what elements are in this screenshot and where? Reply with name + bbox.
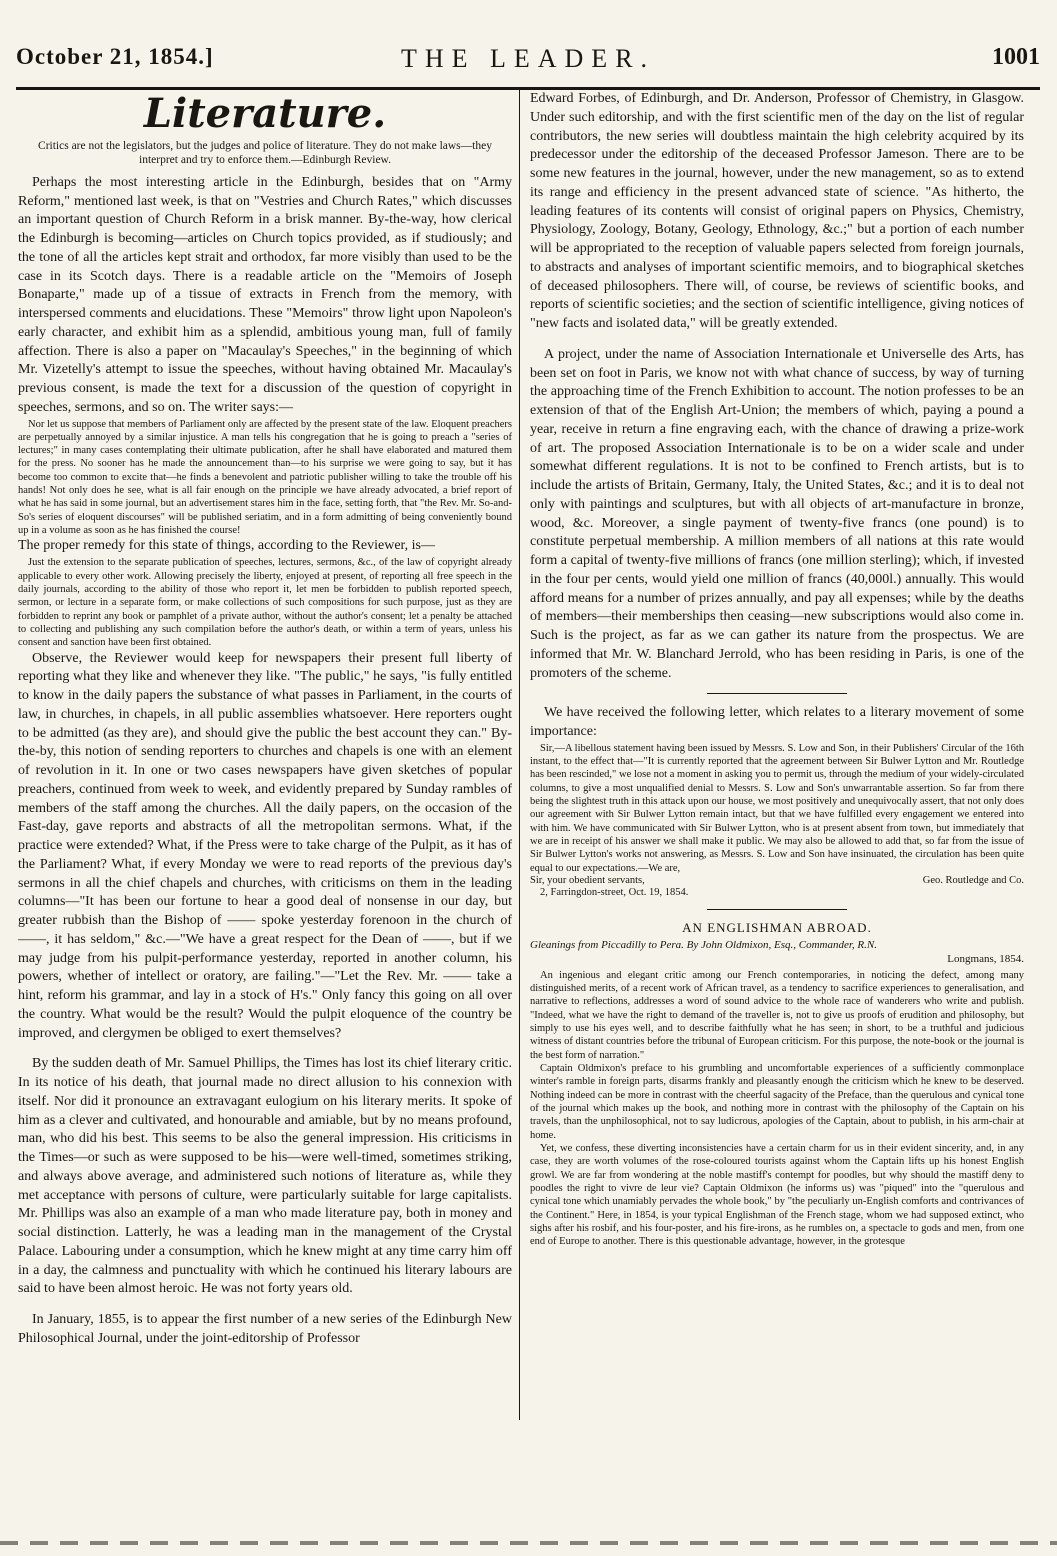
- paragraph: Yet, we confess, these diverting inconsistencies have a certain charm for us in their evident sincerity, and, in any case, they are worth volumes of the rose-coloured tourists against whom the Captain lifts up his honest English growl. We are far from wondering at the noble mastiff's contempt for poodles, but why should the mastiff deny to poodles the right to vivre de leur vie? Captain Oldmixon (he informs us) was "piqued" into the "querulous and cynical tone which unamiably pervades the whole book," by "the peculiarly un-English comforts and contrivances of the Continent." Here, in 1854, is your typical Englishman of the French stage, whom we had supposed extinct, who sighs after his rosbif, and his four-poster, and his fire-irons, as he rumbles on, a spectacle to gods and men, from one end of Europe to another. There is this questionable advantage, however, in the grotesque: [530, 1142, 1024, 1248]
- epigraph: Critics are not the legislators, but the judges and police of literature. They do not make laws—they interpret and try to enforce them.—Edinburgh Review.: [38, 140, 492, 167]
- left-column: [18, 88, 512, 1428]
- paragraph: The proper remedy for this state of things, according to the Reviewer, is—: [18, 538, 435, 554]
- publisher-line: Longmans, 1854.: [947, 952, 1024, 965]
- letter-address: 2, Farringdon-street, Oct. 19, 1854.: [540, 887, 689, 899]
- page-edge: [0, 1541, 1057, 1545]
- paragraph: Edward Forbes, of Edinburgh, and Dr. Anderson, Professor of Chemistry, in Glasgow. Under such editorship, and with the first scientific men of the day on the list of regular contributors, the new series will doubtless maintain the high celebrity acquired by its predecessor under the editorship of the deceased Professor Jameson. There are to be some new features in the journal, however, under the new management, so as to extend its range and efficiency in the present advanced state of science. "As hitherto, the leading features of its contents will consist of original papers on Physics, Chemistry, Physiology, Zoology, Botany, Geology, Ethnology, &c.;" but a portion of each number will be appropriated to the reception of valuable papers selected from foreign journals, to abstracts and analyses of important scientific memoirs, and to biographical sketches of deceased philosophers. There will, of course, be reviews of scientific books, and reports of scientific societies; and the section of scientific intelligence, giving notices of "new facts and isolated data," will be greatly extended.: [530, 91, 1024, 331]
- page-number: 1001: [992, 44, 1040, 70]
- right-column: [530, 90, 1024, 1430]
- paragraph: In January, 1855, is to appear the first number of a new series of the Edinburgh New Philosophical Journal, under the joint-editorship of Professor: [18, 1312, 512, 1346]
- paragraph: Observe, the Reviewer would keep for newspapers their present full liberty of reporting what they like and whenever they like. "The public," he says, "is fully entitled to know in the daily papers the substance of what passes in Parliament, in the courts of law, in churches, in chapels, in all public assemblies whatsoever. Here reporters ought to be admitted (as they are), and should give the public the best account they can." By-the-by, this notion of sending reporters to churches and chapels is one with an element of revolution in it. In one or two cases newspapers have given sketches of popular preachers, continued from week to week, and evidently prepared by Sunday rambles of members of the staff among the churches. All the daily papers, on the occasion of the Fast-day, gave reports and abstracts of all the metropolitan sermons. What, if the practice were extended? What, if the Press were to take charge of the Pulpit, as it has of the Parliament? What, if every Monday we were to read reports of the previous day's sermons in all the chief chapels and churches, with criticisms on them in the leading columns—"It has been our fortune to hear a good deal of nonsense in our day, but greater rubbish than the Bishop of —— spoke yesterday forenoon in the church of ——, it has seldom," &c.—"We have a great respect for the Dean of ——, but if we may judge from his pulpit-performance yesterday, reported in another column, his powers, whether of intellect or oratory, are failing."—"Let the Rev. Mr. —— take a hint, reform his grammar, and lay in a stock of H's." Only fancy this going on all over the country. What would be the result? Would the pulpit eloquence of the country be improved, and clergymen be obliged to exert themselves?: [18, 650, 512, 1041]
- section-heading: Literature.: [143, 90, 387, 137]
- paragraph: By the sudden death of Mr. Samuel Phillips, the Times has lost its chief literary critic. In its notice of his death, that journal made no direct allusion to his connexion with itself. Nor did it pronounce an extravagant eulogium on his literary merits. It spoke of him as a clever and cultivated, and honourable and amiable, but by no means profound, man, who did his best. This seems to be also the general impression. His criticisms in the Times—or such as were supposed to be his—were well-timed, sometimes striking, and always above average, and administered such notions of literature as, while they met acceptance with persons of culture, were particularly suitable for large capitalists. Mr. Phillips was also an example of a man who made literature pay, both in money and social distinction. Latterly, he was a leading man in the management of the Crystal Palace. Labouring under a consumption, which he knew might at any time carry him off in a day, the calmness and punctuality with which he continued his literary labours are said to have been almost heroic. He was not forty years old.: [18, 1056, 512, 1297]
- paragraph: We have received the following letter, which relates to a literary movement of some importance:: [530, 705, 1024, 739]
- paragraph: Perhaps the most interesting article in the Edinburgh, besides that on "Army Reform," mentioned last week, is that on "Vestries and Church Rates," which discusses an important question of Church Reform in a brisk manner. By-the-way, how clerical the Edinburgh is becoming—articles on Church topics provided, as if studiously; and the tone of all the articles kept strait and orthodox, far more visibly than used to be the case in its Scotch days. There is a readable article on the "Memoirs of Joseph Bonaparte," made up of a tissue of extracts in French from the memory, with interspersed comments and elucidations. These "Memoirs" throw light upon Napoleon's early character, and exhibit him as a splendid, ambitious young man, full of family affection. There is also a paper on "Macaulay's Speeches," in the beginning of which Mr. Vizetelly's attempt to issue the speeches, without having obtained Mr. Macaulay's previous consent, is made the text for a discussion of the question of copyright in speeches, sermons, and so on. The writer says:—: [18, 174, 512, 415]
- paragraph: A project, under the name of Association Internationale et Universelle des Arts, has been set on foot in Paris, we know not with what chance of success, by way of turning the approaching time of the French Exhibition to account. The notion professes to be an extension of that of the English Art-Union; the members of which, paying a pound a year, receive in return a fine engraving each, with the chance of drawing a prize-work of art. The proposed Association Internationale is to be on a wider scale and under somewhat different regulations. It is not to be confined to French artists, but is to include the artists of Britain, Germany, Italy, the United States, &c.; and it is to deal not only with paintings and sculptures, but with all objects of art-manufacture in bronze, wood, &c. Moreover, a single payment of twenty-five francs (one pound) is to constitute perpetual membership. A million members of all nations at this rate would form a capital of twenty-five millions of francs (one million sterling); which, if invested in the four per cents, would yield one million of francs (40,000l.) annually. This would afford means for a number of prizes annually, and pay all expenses; while by the deaths of members—their memberships then ceasing—new subscriptions would also come in. Such is the project, as far as we can gather its nature from the prospectus. We are informed that Mr. W. Blanchard Jerrold, who has been residing in Paris, is one of the promoters of the scheme.: [530, 346, 1024, 681]
- paragraph: Captain Oldmixon's preface to his grumbling and uncomfortable experiences of a sufficiently commonplace winter's ramble in foreign parts, disarms frankly and pleasantly enough the criticism which he knew to be deserved. Nothing indeed can be more in contrast with the cheerful sagacity of the Preface, than the querulous and cynical tone of the journal which makes up the book, and nothing more in contrast with the philosophy of the Captain on his travels, than the unphilosophical, not to say ludicrous, apologies of the Captain, about to publish, in his arm-chair at home.: [530, 1062, 1024, 1141]
- paragraph: An ingenious and elegant critic among our French contemporaries, in noticing the defect, among many distinguished merits, of a recent work of African travel, as a tendency to sacrifice experiences to generalisation, and narrative to reflections, addresses a word of sound advice to the whole race of wanderers who write and publish. "Indeed, what we have the right to demand of the traveller is, not to give us proofs of erudition and philosophy, but simply to use his eyes well, and to describe faithfully what he has seen; in short, to be a truthful and judicious witness of distant countries before the tribunal of European criticism. For this purpose, the note-book or the journal is the best form of narration.": [530, 969, 1024, 1061]
- newspaper-title: THE LEADER.: [400, 44, 656, 73]
- letter-signature: [530, 875, 1024, 886]
- signature-name: Geo. Routledge and Co.: [922, 875, 1024, 887]
- issue-date: October 21, 1854.]: [16, 44, 214, 69]
- column-divider: [519, 90, 520, 1420]
- separator: [707, 693, 847, 694]
- separator: [707, 909, 847, 910]
- masthead: [16, 40, 1040, 84]
- block-quote: Just the extension to the separate publication of speeches, lectures, sermons, &c., of the law of copyright already applicable to every other work. Allowing precisely the liberty, enjoyed at present, of reporting all free speech in the daily journals, according to the ability of those who report it, let men be forbidden to publish reported speech, sermon, or lecture in a separate form, or make collections of such compositions for such purpose, just as they are forbidden to reprint any book or pamphlet of a private author, without the author's consent; let a penalty be attached to collecting and publishing any such compilation before the author's death, or within a term of years, unless his consent and sanction have been first obtained.: [18, 557, 512, 649]
- article-title: AN ENGLISHMAN ABROAD.: [682, 920, 872, 936]
- signature-salutation: Sir, your obedient servants,: [530, 875, 645, 887]
- article-byline: Gleanings from Piccadilly to Pera. By John Oldmixon, Esq., Commander, R.N.: [530, 939, 877, 952]
- block-quote: Nor let us suppose that members of Parliament only are affected by the present state of the law. Eloquent preachers are perpetually annoyed by a similar injustice. A man tells his congregation that he is going to preach a "series of lectures;" in many cases contemplating their ultimate publication, after he shall have elaborated and matured them for the press. No sooner has he made the announcement than—to his surprise we were going to say, but it has become too common to excite that—he finds a benevolent and patriotic publisher willing to take the trouble off his hands! Not only does he see, what is all fair enough on the principle we have already advocated, a brief report of what he has said in some journal, but an advertisement stares him in the face, setting forth, that "the Rev. Mr. So-and-So's series of eloquent discourses" will be published seriatim, and in a form admitting of being conveniently bound up in a volume as soon as he has finished the course!: [18, 418, 512, 537]
- letter: Sir,—A libellous statement having been issued by Messrs. S. Low and Son, in their Publishers' Circular of the 16th instant, to the effect that—"It is currently reported that the agreement between Sir Bulwer Lytton and Mr. Routledge has been rescinded," we lose not a moment in asking you to permit us, through the medium of your widely-circulated columns, to give a most unqualified denial to Messrs. S. Low and Son's unwarrantable assertion. So far from there being the slightest truth in this attack upon our house, we most positively and unequivocally assert, that not only does our agreement with Sir Bulwer Lytton remain intact, but that we have fulfilled every engagement we entered into with him. We have communicated with Sir Bulwer Lytton, who is at present absent from town, but immediately that we are in receipt of his answer we shall make it public. We may also be allowed to add that, so far from the issue of Sir Bulwer Lytton's works not answering, as Messrs. S. Low and Son have insinuated, the circulation has been quite equal to our expectations.—We are,: [530, 742, 1024, 874]
